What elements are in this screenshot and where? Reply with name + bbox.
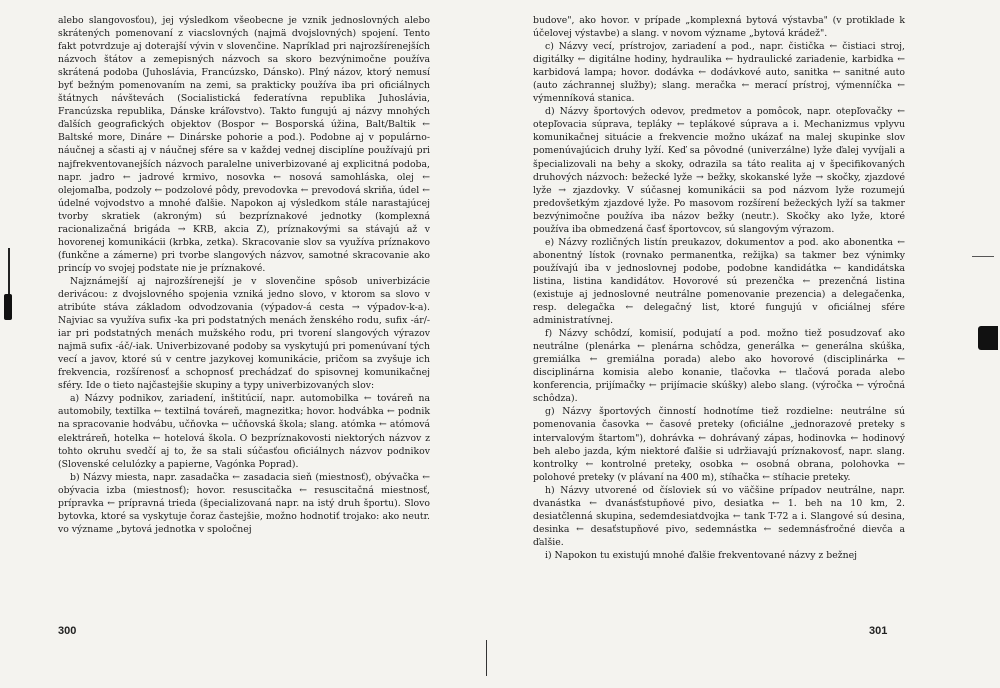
paragraph: alebo slangovosťou), jej výsledkom všeobecne je vznik jednoslovných alebo skrátených pomenovaní z viacslovných (najmä dvojslovných) spojení. Tento fakt potvrdzuje aj doterajší vývin v slovenčine. Napríklad pri najrozšírenejších názvoch štátov a zemepisných názvoch sa skoro bezvýnimočne používa skrátená podoba (Juhoslávia, Francúzsko, Dánsko). Plný názov, ktorý nemusí byť bežným pomenovaním na zemi, sa prakticky používa iba pri oficiálnych štátnych návštevách (Socialistická federatívna republika Juhoslávia, Francúzska republika, Dánske kráľovstvo). Takto fungujú aj názvy mnohých ďalších geografických objektov (Bospor ← Bosporská úžina, Balt/Baltik ← Baltské more, Dináre ← Dinárske pohorie a pod.). Podobne aj v populárno-náučnej a sčasti aj v náučnej sfére sa v každej vednej disciplíne používajú pri najfrekventovanejších názvoch paralelne univerbizované aj explicitná podoba, napr. jadro ← jadrové krmivo, nosovka ← nosová samohláska, olej ← olejomaľba, podzoly ← podzolové pôdy, prevodovka ← prevodová skriňa, údel ← údelné vojvodstvo a mnohé ďalšie. Napokon aj výsledkom stále narastajúcej tvorby skratiek (akroným) sú bezpríznakové jednotky (komplexná racionalizačná brigáda → KRB, akcia Z), príznakovými sa stávajú až v hovorenej komunikácii (krbka, zetka). Skracovanie slov sa využíva príznakovo (funkčne a zámerne) pri tvorbe slangových názvov, samotné skracovanie ako princíp vo svojej podstate nie je príznakové. xyxy=(58,15,430,274)
paragraph: a) Názvy podnikov, zariadení, inštitúcií, napr. automobilka ← továreň na automobily, textilka ← textilná továreň, magnezitka; hovor. hodvábka ← podnik na spracovanie hodvábu, učňovka ← učňovská škola; slang. atómka ← atómová elektráreň, hotelka ← hotelová škola. O bezpríznakovosti niektorých názvov z tohto okruhu svedčí aj to, že sa stali súčasťou oficiálnych názvov podnikov (Slovenské celulózky a papierne, Vagónka Poprad). xyxy=(58,393,430,470)
paragraph: e) Názvy rozličných listín preukazov, dokumentov a pod. ako abonentka ← abonentný lístok (rovnako permanentka, režijka) sa takmer bez výnimky používajú iba v jednoslovnej podobe, podobne kandidátka ← kandidátska listina, listina kandidátov. Hovorové sú prezenčka ← prezenčná listina (existuje aj jednoslovné neutrálne pomenovanie prezencia) a delegačenka, resp. delegačka ← delegačný list, ktoré fungujú v oficiálnej sfére administratívnej. xyxy=(533,236,905,327)
page-number-left: 300 xyxy=(58,625,77,637)
page-number-right: 301 xyxy=(869,625,888,637)
scan-edge-mark-left xyxy=(2,248,12,320)
left-page xyxy=(58,14,430,536)
scan-blot xyxy=(4,294,12,320)
scan-tick xyxy=(972,256,994,257)
paragraph: f) Názvy schôdzí, komisií, podujatí a pod. možno tiež posudzovať ako neutrálne (plenárka ← plenárna schôdza, generálka ← generálna skúška, gremiálka ← gremiálna porada) alebo ako hovorové (disciplinárka ← disciplinárna komisia alebo konanie, tlačovka ← tlačová porada alebo konferencia, prijímačky ← prijímacie skúšky) alebo slang. (výročka ← výročná schôdza). xyxy=(533,328,905,405)
paragraph: b) Názvy miesta, napr. zasadačka ← zasadacia sieň (miestnosť), obývačka ← obývacia izba (miestnosť); hovor. resuscitačka ← resuscitačná miestnosť, prípravka ← prípravná trieda (špecializovaná napr. na istý druh športu). Slovo bytovka, ktoré sa vyskytuje čoraz častejšie, možno hodnotiť trojako: ako neutr. vo význame „bytová jednotka v spoločnej xyxy=(58,471,430,535)
paragraph: budove", ako hovor. v prípade „komplexná bytová výstavba" (v protiklade k účelovej výstavbe) a slang. v novom význame „bytová krádež". xyxy=(533,15,905,40)
paragraph: c) Názvy vecí, prístrojov, zariadení a pod., napr. čistička ← čistiaci stroj, digitálky ← digitálne hodiny, hydraulika ← hydraulické zariadenie, karbidka ← karbidová lampa; hovor. dodávka ← dodávkové auto, sanitka ← sanitné auto (auto záchrannej služby); slang. meračka ← merací prístroj, výmenníčka ← výmenníková stanica. xyxy=(533,41,905,105)
scan-edge-mark-right xyxy=(970,256,998,356)
scan-blot xyxy=(978,326,998,350)
paragraph: Najznámejší aj najrozšírenejší je v slovenčine spôsob univerbizácie derivácou: z dvojslovného spojenia vzniká jedno slovo, v ktorom sa slovo v atribúte stáva základom odvodzovania (výpadov-á cesta → výpadov-k-a). Najviac sa využíva sufix -ka pri podstatných menách ženského rodu, sufix -ár/-iar pri podstatných menách mužského rodu, pri tvorení slangových výrazov najmä sufix -áč/-iak. Univerbizované podoby sa vyskytujú pri pomenúvaní tých vecí a javov, ktoré sú v centre jazykovej komunikácie, pričom sa zvyšuje ich frekvencia, rozšírenosť a schopnosť prechádzať do spisovnej komunikačnej sféry. Ide o tieto najčastejšie skupiny a typy univerbizovaných slov: xyxy=(58,275,430,392)
paragraph: d) Názvy športových odevov, predmetov a pomôcok, napr. otepľovačky ← otepľovacia súprava, tepláky ← teplákové súprava a i. Mechanizmus vplyvu komunikačnej situácie a frekvencie možno ukázať na malej skupinke slov pomenúvajúcich druhy lyží. Keď sa pôvodné (univerzálne) lyže ďalej vyvíjali a špecializovali na behy a skoky, odrazila sa táto realita aj v špecifikovaných druhových názvoch: bežecké lyže → bežky, skokanské lyže → skočky, zjazdové lyže → zjazdovky. V súčasnej komunikácii sa pod názvom lyže rozumejú predovšetkým zjazdové lyže. Po masovom rozšírení bežeckých lyží sa takmer bezvýnimočne používa iba názov bežky (neutr.). Skočky ako lyže, ktoré používa iba obmedzená časť športovcov, sú slangovým výrazom. xyxy=(533,106,905,235)
paragraph: i) Napokon tu existujú mnohé ďalšie frekventované názvy z bežnej xyxy=(545,549,857,561)
paragraph: g) Názvy športových činností hodnotíme tiež rozdielne: neutrálne sú pomenovania časovka ← časové preteky (oficiálne „jednorazové preteky s intervalovým štartom"), dohrávka ← dohrávaný zápas, hodinovka ← hodinový beh alebo jazda, kým niektoré ďalšie si udržiavajú príznakovosť, napr. slang. kontrolky ← kontrolné preteky, osobka ← osobná obrana, polohovka ← polohové preteky (v plávaní na 400 m), stíhačka ← stíhacie preteky. xyxy=(533,406,905,483)
right-page xyxy=(533,14,905,562)
gutter-line xyxy=(486,640,487,676)
paragraph: h) Názvy utvorené od čísloviek sú vo väčšine prípadov neutrálne, napr. dvanástka ← dvanásťstupňové pivo, desiatka ← 1. beh na 10 km, 2. desiatčlenná skupina, sedemdesiatdvojka ← tank T-72 a i. Slangové sú desina, desinka ← desaťstupňové pivo, sedemnástka ← sedemnásťročné dievča a ďalšie. xyxy=(533,484,905,548)
